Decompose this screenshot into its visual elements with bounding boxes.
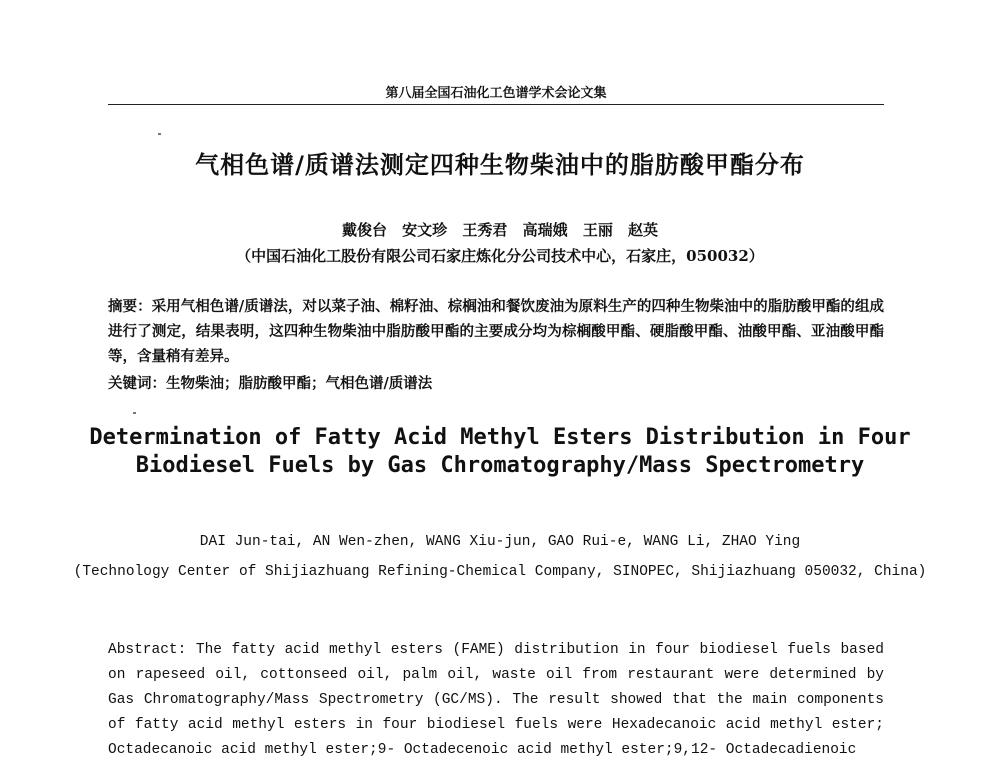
- header-rule: [108, 104, 884, 105]
- running-header: 第八届全国石油化工色谱学术会论文集: [385, 86, 607, 101]
- english-title: Determination of Fatty Acid Methyl Esters Distribution in Four Biodiesel Fuels by Gas Chromatography/Mass Spectrometry: [89, 425, 911, 478]
- chinese-authors: 戴俊台 安文珍 王秀君 高瑞娥 王丽 赵英: [341, 221, 659, 239]
- english-abstract: Abstract: The fatty acid methyl esters (FAME) distribution in four biodiesel fuels based on rapeseed oil, cottonseed oil, palm oil, waste oil from restaurant were determined by Gas Chromatography/Mass Spectrometry (GC/MS). The result showed that the main components of fatty acid methyl esters in four biodiesel fuels were Hexadecanoic acid methyl ester; Octadecanoic acid methyl ester;9- Octadecenoic acid methyl ester;9,12- Octadecadienoic: [108, 642, 884, 758]
- english-authors: DAI Jun-tai, AN Wen-zhen, WANG Xiu-jun, GAO Rui-e, WANG Li, ZHAO Ying: [199, 534, 801, 550]
- scan-speck: [133, 412, 136, 414]
- english-affiliation: (Technology Center of Shijiazhuang Refining-Chemical Company, SINOPEC, Shijiazhuang 050032, China): [73, 564, 927, 580]
- chinese-affiliation: （中国石油化工股份有限公司石家庄炼化分公司技术中心，石家庄，050032）: [236, 247, 764, 265]
- chinese-keywords: 关键词：生物柴油；脂肪酸甲酯；气相色谱/质谱法: [108, 375, 433, 392]
- scan-speck: [158, 133, 161, 135]
- chinese-title: 气相色谱/质谱法测定四种生物柴油中的脂肪酸甲酯分布: [195, 151, 805, 179]
- chinese-abstract: 摘要：采用气相色谱/质谱法，对以菜子油、棉籽油、棕榈油和餐饮废油为原料生产的四种生物柴油中的脂肪酸甲酯的组成进行了测定，结果表明，这四种生物柴油中脂肪酸甲酯的主要成分均为棕榈酸甲酯、硬脂酸甲酯、油酸甲酯、亚油酸甲酯等，含量稍有差异。: [108, 298, 884, 365]
